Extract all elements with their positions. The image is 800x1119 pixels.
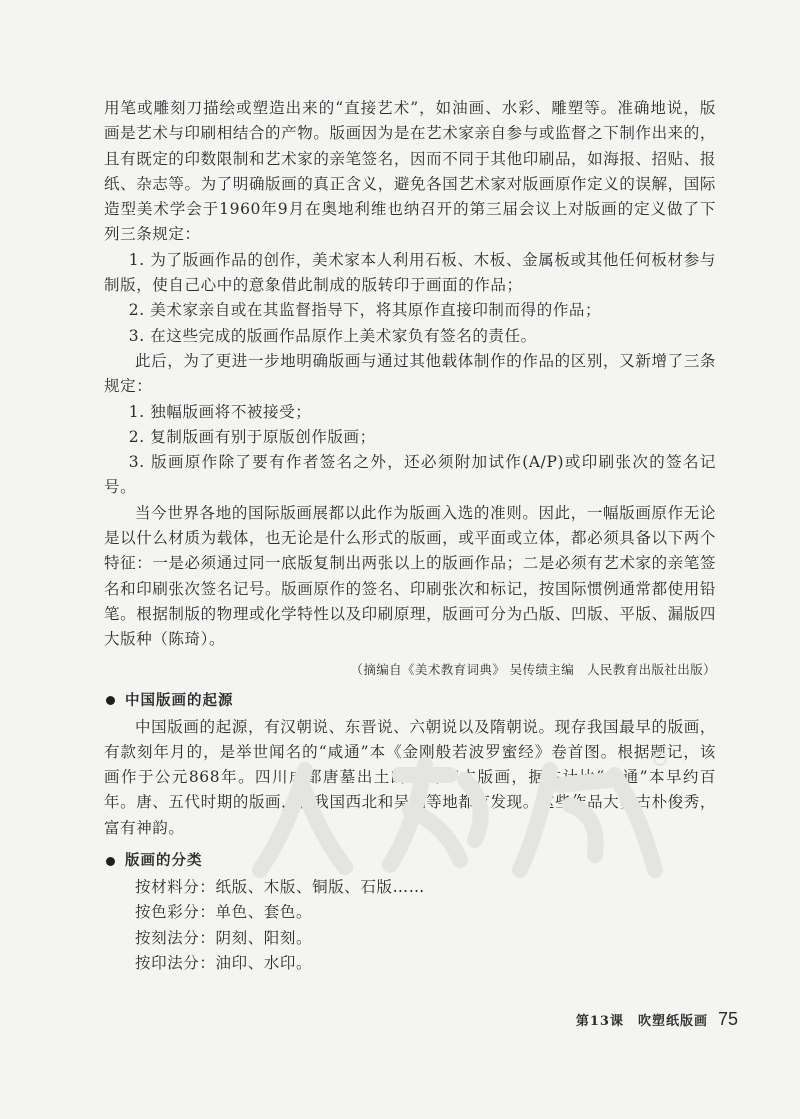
page-number: 75	[717, 1009, 738, 1029]
main-text	[104, 96, 716, 976]
bullet-icon	[106, 696, 115, 705]
intro-paragraph: 用笔或雕刻刀描绘或塑造出来的“直接艺术”，如油画、水彩、雕塑等。准确地说，版画是艺术与印刷相结合的产物。版画因为是在艺术家亲自参与或监督之下制作出来的，且有既定的印数限制和艺术家的亲笔签名，因而不同于其他印刷品，如海报、招贴、报纸、杂志等。为了明确版画的真正含义，避免各国艺术家对版画原作定义的误解，国际造型美术学会于1960年9月在奥地利维也纳召开的第三届会议上对版画的定义做了下列三条规定：	[104, 99, 716, 244]
footer-lesson-title: 第13课 吹塑纸版画	[575, 1014, 708, 1029]
bridge-paragraph: 此后，为了更进一步地明确版画与通过其他载体制作的作品的区别，又新增了三条规定：	[104, 351, 716, 396]
rule-5: 2. 复制版画有别于原版创作版画；	[128, 427, 376, 446]
rule-2: 2. 美术家亲自或在其监督指导下，将其原作直接印制而得的作品；	[128, 301, 602, 320]
section-heading-origin-text: 中国版画的起源	[125, 691, 234, 709]
type-item-material: 按材料分：纸版、木版、铜版、石版……	[135, 878, 425, 897]
source-citation: （摘编自《美术教育词典》 吴传绩主编 人民教育出版社出版）	[350, 661, 716, 677]
section-heading-types	[104, 849, 716, 873]
bullet-icon	[106, 857, 115, 866]
conclusion-paragraph: 当今世界各地的国际版画展都以此作为版画入选的准则。因此，一幅版画原作无论是以什么材质为载体，也无论是什么形式的版画，或平面或立体，都必须具备以下两个特征：一是必须通过同一底版复制出两张以上的版画作品；二是必须有艺术家的亲笔签名和印刷张次签名记号。版画原作的签名、印刷张次和标记，按国际惯例通常都使用铅笔。根据制版的物理或化学特性以及印刷原理，版画可分为凸版、凹版、平版、漏版四大版种（陈琦）。	[104, 503, 716, 649]
section-heading-origin	[104, 689, 716, 713]
type-item-carving: 按刻法分：阴刻、阳刻。	[135, 928, 313, 947]
rule-1: 1. 为了版画作品的创作，美术家本人利用石板、木板、金属板或其他任何板材参与制版，使自己心中的意象借此制成的版转印于画面的作品；	[104, 250, 716, 295]
origin-paragraph: 中国版画的起源，有汉朝说、东晋说、六朝说以及隋朝说。现存我国最早的版画，有款刻年月的，是举世闻名的“咸通”本《金刚般若波罗蜜经》卷首图。根据题记，该画作于公元868年。四川成都唐墓出土的“至德”本版画，据估计比“咸通”本早约百年。唐、五代时期的版画，在我国西北和吴越等地都有发现。这些作品大多古朴俊秀，富有神韵。	[104, 717, 716, 837]
rule-6: 3. 版画原作除了要有作者签名之外，还必须附加试作(A/P)或印刷张次的签名记号。	[104, 453, 716, 497]
type-item-printing: 按印法分：油印、水印。	[135, 953, 313, 972]
section-heading-types-text: 版画的分类	[125, 852, 203, 870]
rule-4: 1. 独幅版画将不被接受；	[128, 402, 312, 421]
rule-3: 3. 在这些完成的版画作品原作上美术家负有签名的责任。	[128, 326, 537, 345]
type-item-color: 按色彩分：单色、套色。	[135, 903, 313, 922]
page-footer	[538, 1009, 738, 1033]
